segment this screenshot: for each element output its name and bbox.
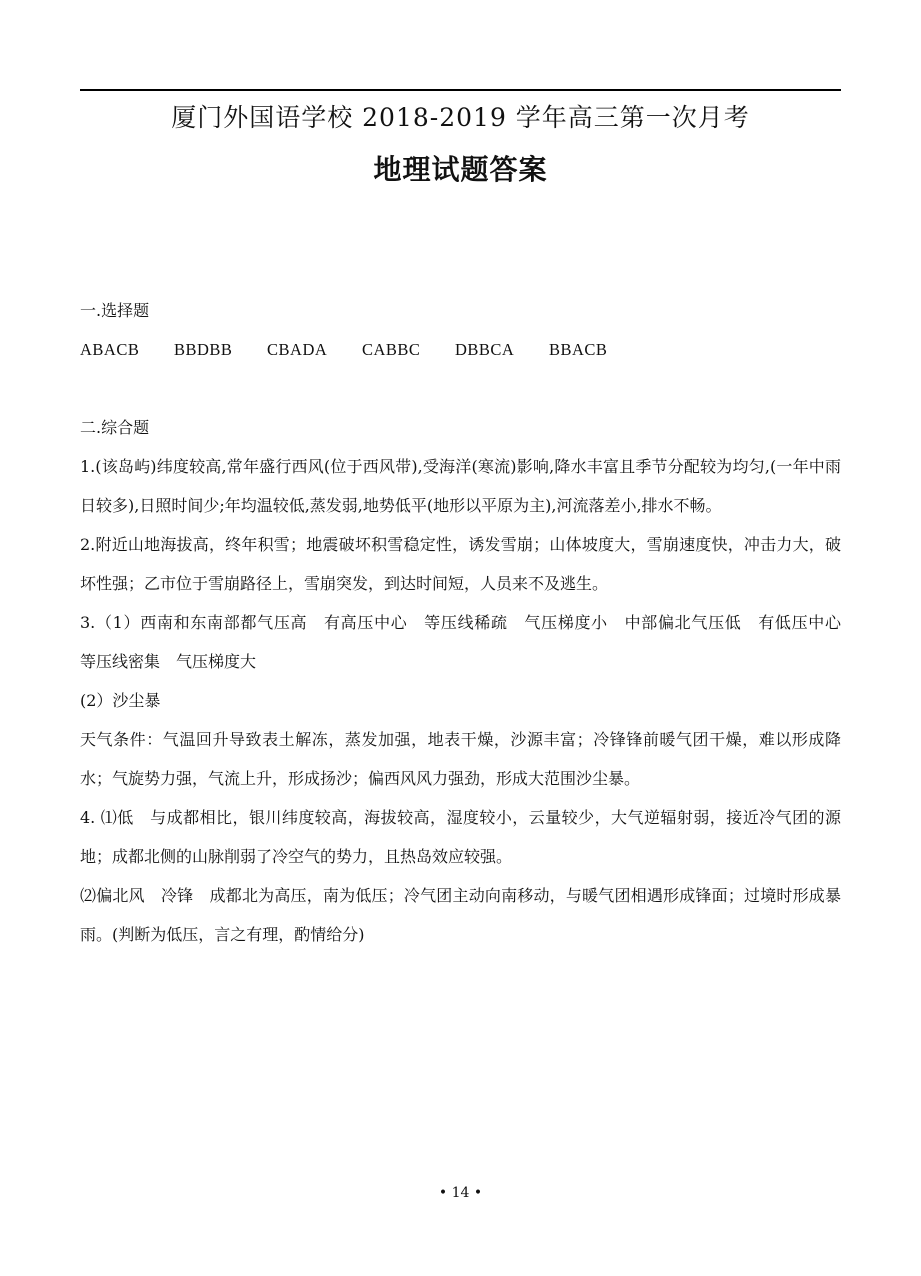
- header-rule: [80, 89, 841, 91]
- content: [80, 291, 858, 954]
- answer-group: BBDBB: [173, 340, 233, 359]
- answer-group: ABACB: [80, 340, 140, 359]
- answer-paragraph: 2.附近山地海拔高，终年积雪；地震破坏积雪稳定性，诱发雪崩；山体坡度大，雪崩速度快，冲击力大，破坏性强；乙市位于雪崩路径上，雪崩突发，到达时间短，人员来不及逃生。: [80, 535, 841, 593]
- choice-answers: [80, 330, 841, 369]
- answer-group: CABBC: [361, 340, 421, 359]
- spacer: [80, 369, 841, 408]
- answer-paragraph: ⑵偏北风 冷锋 成都北为高压，南为低压；冷气团主动向南移动，与暖气团相遇形成锋面；过境时形成暴雨。(判断为低压，言之有理，酌情给分): [80, 886, 841, 944]
- answer-group: CBADA: [267, 340, 328, 359]
- answer-group: DBBCA: [455, 340, 515, 359]
- answer-paragraph: 天气条件：气温回升导致表土解冻，蒸发加强，地表干燥，沙源丰富；冷锋锋前暖气团干燥，难以形成降水；气旋势力强，气流上升，形成扬沙；偏西风风力强劲，形成大范围沙尘暴。: [80, 730, 841, 788]
- section-heading-choice: 一.选择题: [80, 301, 150, 320]
- answer-paragraph: 3.（1）西南和东南部都气压高 有高压中心 等压线稀疏 气压梯度小 中部偏北气压低 有低压中心 等压线密集 气压梯度大: [80, 613, 858, 671]
- section-heading-comprehensive: 二.综合题: [80, 418, 150, 437]
- answer-paragraph: 4. ⑴低 与成都相比，银川纬度较高，海拔较高，湿度较小，云量较少，大气逆辐射弱，接近冷气团的源地；成都北侧的山脉削弱了冷空气的势力，且热岛效应较强。: [80, 808, 841, 866]
- page-number: • 14 •: [438, 1185, 483, 1201]
- answer-paragraph: (2）沙尘暴: [80, 691, 161, 710]
- document-title: 地理试题答案: [373, 153, 548, 186]
- answer-paragraph: 1.(该岛屿)纬度较高,常年盛行西风(位于西风带),受海洋(寒流)影响,降水丰富且季节分配较为均匀,(一年中雨日较多),日照时间少;年均温较低,蒸发弱,地势低平(地形以平原为主),河流落差小,排水不畅。: [80, 457, 841, 515]
- school-title: 厦门外国语学校 2018-2019 学年高三第一次月考: [171, 103, 750, 132]
- answer-group: BBACB: [548, 340, 608, 359]
